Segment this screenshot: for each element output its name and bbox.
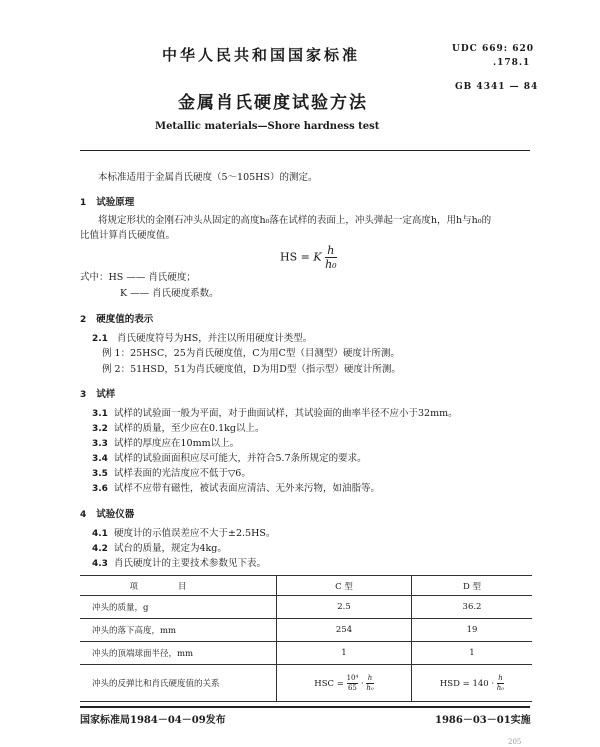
hsc-ratio-num: h — [367, 673, 373, 682]
row-item: 冲头的反弹比和肖氏硬度值的关系 — [80, 665, 277, 702]
clause-3-5 — [92, 468, 251, 480]
hsd-ratio-fraction — [497, 674, 504, 693]
table-row — [80, 596, 532, 619]
gb-number: GB 4341 — 84 — [455, 82, 539, 92]
clause-number: 3.5 — [92, 469, 108, 479]
hsc-formula — [277, 665, 412, 702]
formula-numerator: h — [325, 244, 337, 258]
col-c-header: C 型 — [277, 576, 412, 596]
formula-lhs: HS — [280, 250, 298, 264]
hsc-ratio-fraction — [366, 674, 373, 693]
clause-number: 4.3 — [92, 559, 108, 569]
clause-number: 4.2 — [92, 544, 108, 554]
table-row-relation — [80, 665, 532, 702]
table-row — [80, 642, 532, 665]
intro-paragraph: 本标准适用于金属肖氏硬度（5～105HS）的测定。 — [98, 172, 318, 183]
clause-number: 3.2 — [92, 424, 108, 434]
hsc-ratio-den: h₀ — [366, 683, 374, 692]
row-item: 冲头的顶端球面半径，mm — [80, 642, 277, 665]
clause-text: 试样的试验面面积应尽可能大，并符合5.7条所规定的要求。 — [114, 453, 367, 464]
clause-number: 2.1 — [92, 334, 108, 344]
hsd-ratio-den: h₀ — [496, 683, 505, 692]
page-number: 205 — [508, 738, 522, 746]
section-number: 1 — [80, 198, 87, 208]
clause-2-1 — [92, 333, 312, 345]
hsc-coef-den: 65 — [347, 683, 357, 692]
table-row — [80, 619, 532, 642]
section-title: 硬度值的表示 — [96, 314, 154, 325]
standard-heading: 中华人民共和国国家标准 — [162, 46, 361, 64]
clause-3-3 — [92, 438, 239, 450]
table-header-row — [80, 576, 532, 596]
hsc-dot: · — [360, 678, 364, 689]
clause-text: 肖氏硬度计的主要技术参数见下表。 — [114, 558, 267, 569]
clause-3-1 — [92, 408, 458, 420]
row-c-value: 2.5 — [277, 596, 412, 619]
section-title: 试验原理 — [96, 197, 135, 208]
row-item: 冲头的落下高度，mm — [80, 619, 277, 642]
document-title-cn: 金属肖氏硬度试验方法 — [178, 93, 368, 113]
footer-divider — [80, 706, 530, 708]
hsd-lhs: HSD = 140 · — [439, 678, 495, 689]
where-line-1 — [80, 272, 196, 284]
clause-3-6 — [92, 483, 380, 495]
clause-number: 3.3 — [92, 439, 108, 449]
section-1-heading — [80, 194, 134, 208]
col-item-header: 项目 — [80, 576, 277, 596]
clause-4-3 — [92, 558, 266, 570]
header-divider — [80, 150, 530, 151]
clause-text: 试样的质量，至少应在0.1kg以上。 — [114, 423, 265, 434]
section-title: 试验仪器 — [96, 509, 135, 520]
where-k: K —— 肖氏硬度系数。 — [120, 288, 219, 299]
clause-number: 3.1 — [92, 409, 108, 419]
row-d-value: 1 — [412, 642, 533, 665]
hsc-coef-fraction — [347, 674, 359, 693]
clause-text: 试样不应带有磁性，被试表面应清洁、无外来污物，如油脂等。 — [114, 483, 381, 494]
section-4-heading — [80, 506, 134, 520]
clause-text: 试台的质量，规定为4kg。 — [114, 543, 227, 554]
section-title: 试样 — [96, 389, 116, 400]
section-1-para-line1: 将规定形状的金刚石冲头从固定的高度h₀落在试样的表面上，冲头弹起一定高度h，用h与h₀的 — [98, 215, 492, 226]
hardness-formula — [280, 244, 337, 271]
section-number: 3 — [80, 390, 87, 400]
where-hs: HS —— 肖氏硬度； — [108, 272, 196, 283]
section-1-para-line2: 比值计算肖氏硬度值。 — [80, 230, 176, 241]
hsc-lhs: HSC = — [314, 678, 344, 689]
clause-number: 3.6 — [92, 484, 108, 494]
formula-k: K — [313, 250, 322, 264]
row-c-value: 254 — [277, 619, 412, 642]
row-d-value: 36.2 — [412, 596, 533, 619]
clause-text: 试样的厚度应在10mm以上。 — [114, 438, 240, 449]
document-title-en: Metallic materials—Shore hardness test — [155, 121, 380, 132]
section-2-heading — [80, 311, 153, 325]
col-d-header: D 型 — [412, 576, 533, 596]
hsd-formula — [412, 665, 533, 702]
clause-text: 肖氏硬度符号为HS，并注以所用硬度计类型。 — [117, 333, 313, 344]
effective-date: 1986－03－01实施 — [435, 715, 531, 726]
issued-date: 国家标准局1984－04－09发布 — [80, 715, 226, 726]
formula-eq: = — [300, 250, 310, 264]
clause-text: 硬度计的示值误差应不大于±2.5HS。 — [114, 528, 276, 539]
clause-text: 试样的试验面一般为平面，对于曲面试样，其试验面的曲率半径不应小于32mm。 — [114, 408, 458, 419]
clause-text: 试样表面的光洁度应不低于▽6。 — [114, 468, 251, 479]
clause-3-4 — [92, 453, 367, 465]
formula-denominator: h₀ — [325, 258, 337, 271]
row-item: 冲头的质量，g — [80, 596, 277, 619]
example-1: 例 1：25HSC，25为肖氏硬度值，C为用C型（目测型）硬度计所测。 — [102, 348, 400, 359]
hsc-coef-num: 10⁴ — [346, 673, 359, 682]
row-c-value: 1 — [277, 642, 412, 665]
row-d-value: 19 — [412, 619, 533, 642]
hsd-ratio-num: h — [498, 673, 503, 682]
clause-number: 4.1 — [92, 529, 108, 539]
udc-code-line1: UDC 669: 620 — [452, 44, 534, 54]
clause-number: 3.4 — [92, 454, 108, 464]
section-3-heading — [80, 386, 115, 400]
clause-3-2 — [92, 423, 264, 435]
example-2: 例 2：51HSD，51为肖氏硬度值，D为用D型（指示型）硬度计所测。 — [102, 364, 401, 375]
section-number: 2 — [80, 315, 87, 325]
udc-code-line2: .178.1 — [493, 58, 531, 68]
where-prefix: 式中： — [80, 272, 109, 283]
spec-table — [80, 575, 532, 702]
clause-4-1 — [92, 528, 275, 540]
formula-fraction — [325, 244, 337, 271]
clause-4-2 — [92, 543, 227, 555]
section-number: 4 — [80, 510, 87, 520]
